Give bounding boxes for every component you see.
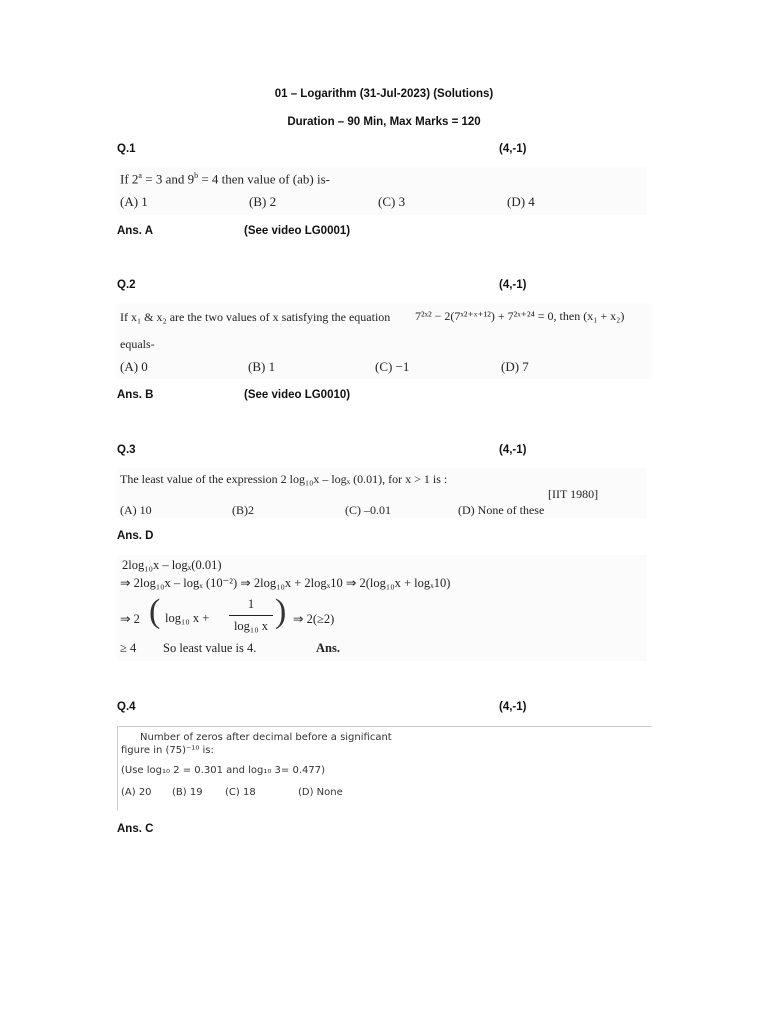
answer-label: Ans. C — [117, 823, 154, 835]
option-a: (A) 1 — [120, 194, 148, 209]
fraction-bar — [229, 615, 273, 616]
page-title: 01 – Logarithm (31-Jul-2023) (Solutions) — [274, 88, 494, 100]
exponent-b: b — [194, 171, 199, 180]
option-b: (B)2 — [232, 503, 254, 517]
question-text: If x₁ & x₂ are the two values of x satisfying the equation — [120, 310, 391, 324]
option-d: (D) None of these — [458, 503, 545, 517]
option-b: (B) 19 — [172, 787, 203, 798]
answer-label: Ans. B — [117, 389, 154, 401]
video-reference: (See video LG0010) — [244, 389, 351, 401]
question-label: Q.3 — [117, 444, 136, 456]
fraction-denominator: log₁₀ x — [233, 619, 269, 633]
question-image — [117, 468, 647, 518]
answer-label: Ans. D — [117, 530, 154, 542]
question-text: The least value of the expression 2 log₁₀x – logₓ (0.01), for x > 1 is : — [120, 472, 448, 486]
option-d: (D) 4 — [507, 194, 535, 209]
solution-image — [117, 555, 647, 661]
option-a: (A) 10 — [120, 503, 152, 517]
answer-label: Ans. A — [117, 225, 153, 237]
question-marks: (4,-1) — [499, 279, 527, 291]
video-reference: (See video LG0001) — [244, 225, 351, 237]
option-a: (A) 20 — [121, 787, 152, 798]
question-text-3: (Use log₁₀ 2 = 0.301 and log₁₀ 3= 0.477) — [121, 765, 325, 776]
solution-line-3-term: log₁₀ x + — [165, 611, 210, 625]
option-d: (D) None — [298, 787, 343, 798]
question-marks: (4,-1) — [499, 143, 527, 155]
question-label: Q.2 — [117, 279, 136, 291]
option-d: (D) 7 — [501, 359, 529, 374]
question-text-pre: If 2 — [120, 171, 139, 187]
question-text-2: equals- — [120, 337, 155, 351]
question-image — [117, 726, 652, 811]
question-text-2: figure in (75)⁻¹⁰ is: — [121, 745, 214, 756]
question-image — [117, 167, 647, 215]
question-marks: (4,-1) — [499, 444, 527, 456]
left-paren: ( — [149, 593, 161, 630]
question-label: Q.1 — [117, 143, 136, 155]
question-text-mid: = 3 and 9 — [141, 171, 195, 187]
option-c: (C) −1 — [375, 359, 410, 374]
option-c: (C) –0.01 — [345, 503, 391, 517]
solution-line-3-prefix: ⇒ 2 — [120, 612, 140, 626]
option-c: (C) 3 — [378, 194, 406, 209]
fraction-numerator: 1 — [247, 597, 255, 611]
question-text-post: = 4 then value of (ab) is- — [198, 171, 330, 187]
exponent-a: a — [138, 171, 142, 180]
exam-source: [IIT 1980] — [548, 487, 599, 501]
option-b: (B) 1 — [248, 359, 276, 374]
question-label: Q.4 — [117, 701, 136, 713]
page-subtitle: Duration – 90 Min, Max Marks = 120 — [287, 116, 481, 128]
right-paren: ) — [275, 593, 287, 630]
option-b: (B) 2 — [249, 194, 277, 209]
solution-line-2: ⇒ 2log₁₀x – logₓ (10⁻²) ⇒ 2log₁₀x + 2logₓ10 ⇒ 2(log₁₀x + logₓ10) — [120, 576, 451, 590]
question-image — [117, 303, 651, 379]
option-a: (A) 0 — [120, 359, 148, 374]
solution-ans-tag: Ans. — [316, 641, 340, 655]
question-marks: (4,-1) — [499, 701, 527, 713]
solution-line-1: 2log₁₀x – logₓ(0.01) — [122, 558, 222, 572]
equation: 7²ˣ² − 2(7ˣ²⁺ˣ⁺¹²) + 7²ˣ⁺²⁴ = 0, then (x₁ + x₂) — [415, 309, 625, 323]
question-text-1: Number of zeros after decimal before a significant — [140, 732, 392, 743]
solution-line-4-text: So least value is 4. — [163, 641, 257, 655]
option-c: (C) 18 — [225, 787, 256, 798]
solution-line-4-value: ≥ 4 — [120, 641, 137, 655]
solution-line-3-result: ⇒ 2(≥2) — [293, 612, 335, 626]
